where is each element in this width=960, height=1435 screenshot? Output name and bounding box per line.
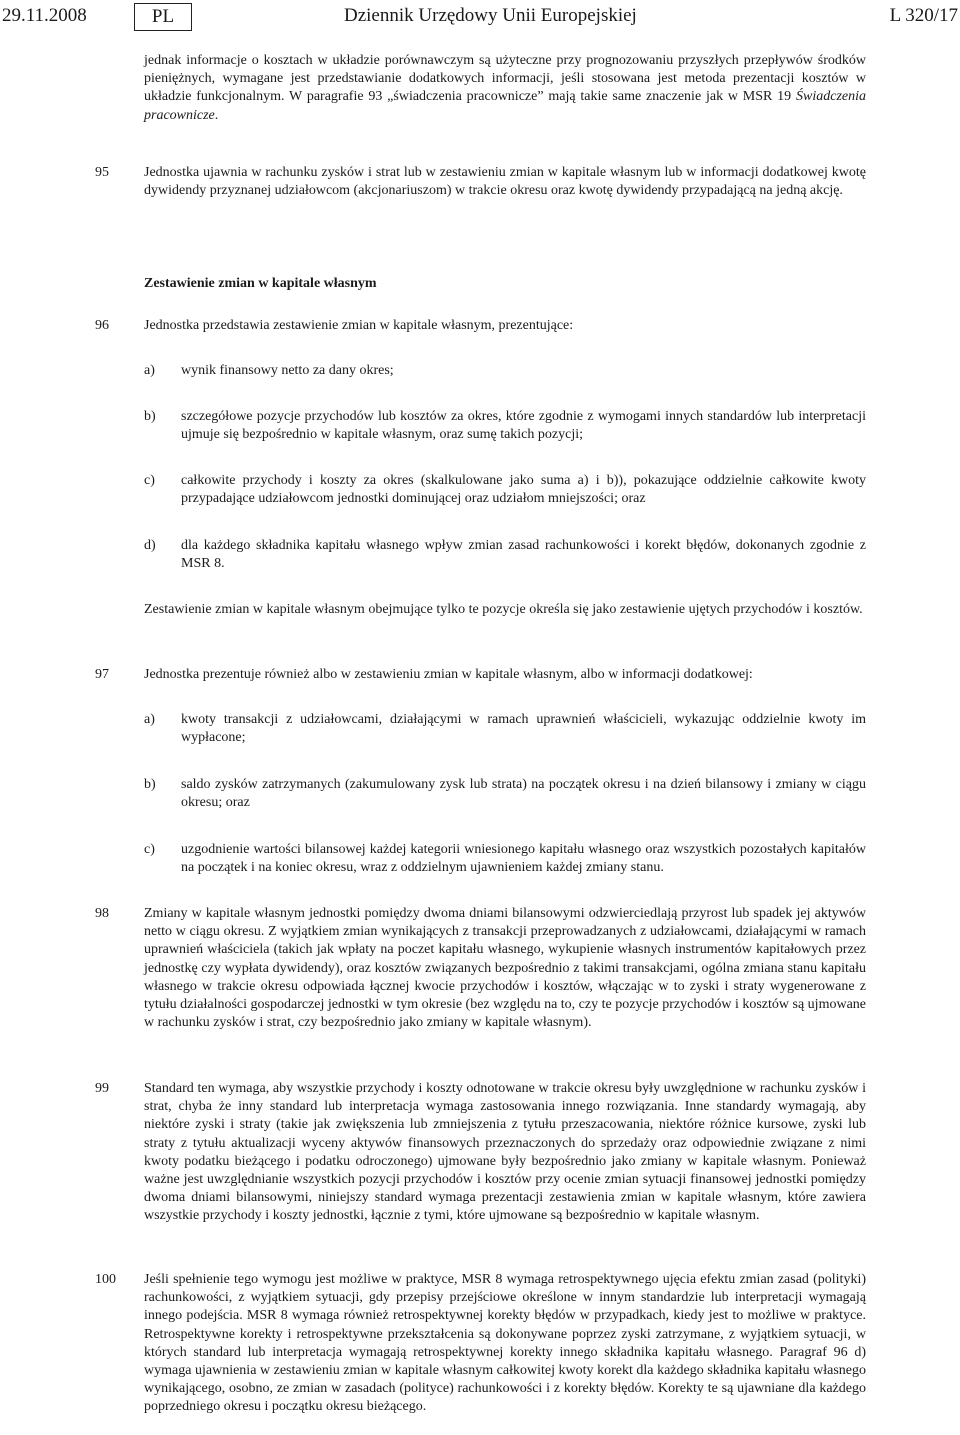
- item-text: saldo zysków zatrzymanych (zakumulowany zysk lub strata) na początek okresu i na dzień bilansowy i zmiany w ciągu okresu; oraz: [181, 777, 866, 811]
- intro-text: jednak informacje o kosztach w układzie porównawczym są użyteczne przy prognozowaniu przyszłych przepływów środków pieniężnych, wymagane jest przedstawianie dodatkowych informacji, jeśli stosowana jest metoda prezentacji kosztów w układzie funkcjonalnym. W paragrafie 93 „świadczenia pracownicze” mają takie same znaczenie jak w MSR 19 Świadczenia pracownicze.: [144, 53, 866, 123]
- paragraph-text: Standard ten wymaga, aby wszystkie przychody i koszty odnotowane w trakcie okresu były uwzględnione w rachunku zysków i strat, chyba że inny standard lub interpretacja wymaga zastosowania innego rozwiązania. Inne standardy wymagają, aby niektóre zyski i straty (takie jak zwiększenia lub zmniejszenia z tytułu przeszacowania, niektóre różnice kursowe, zyski lub straty z tytułu aktualizacji wyceny aktywów finansowych przeznaczonych do sprzedaży oraz odpowiednie związane z nimi kwoty podatku bieżącego i podatku odroczonego) ujmowane były bezpośrednio jako zmiany w kapitale własnym. Ponieważ ważne jest uwzględnianie wszystkich pozycji przychodów i kosztów przy ocenie zmian sytuacji finansowej jednostki pomiędzy dwoma dniami bilansowymi, niniejszy standard wymaga prezentacji zestawienia zmian w kapitale własnym, które zawiera wszystkie przychody i koszty jednostki, łącznie z tymi, które ujmowane są bezpośrednio w kapitale własnym.: [144, 1081, 866, 1224]
- item-letter: b): [144, 777, 156, 792]
- item-letter: d): [144, 538, 156, 553]
- item-letter: a): [144, 712, 155, 727]
- item-letter: c): [144, 842, 155, 857]
- paragraph-number: 98: [95, 906, 109, 921]
- journal-title: Dziennik Urzędowy Unii Europejskiej: [344, 5, 637, 26]
- page-header: [0, 0, 960, 36]
- paragraph-text: Jednostka przedstawia zestawienie zmian w kapitale własnym, prezentujące:: [144, 318, 574, 333]
- item-letter: c): [144, 473, 155, 488]
- item-text: całkowite przychody i koszty za okres (skalkulowane jako suma a) i b)), pokazujące oddzielnie całkowite kwoty przypadające udziałowcom jednostki dominującej oraz udziałom mniejszości; oraz: [181, 473, 866, 507]
- language-badge: PL: [134, 3, 192, 31]
- item-text: szczegółowe pozycje przychodów lub kosztów za okres, które zgodnie z wymogami innych standardów lub interpretacji ujmuje się bezpośrednio w kapitale własnym, oraz sumę takich pozycji;: [181, 409, 866, 443]
- paragraph-number: 99: [95, 1081, 109, 1096]
- paragraph-number: 97: [95, 667, 109, 682]
- paragraph-number: 95: [95, 165, 109, 180]
- paragraph-text: Zmiany w kapitale własnym jednostki pomiędzy dwoma dniami bilansowymi odzwierciedlają przyrost lub spadek jej aktywów netto w ciągu okresu. Z wyjątkiem zmian wynikających z transakcji przeprowadzanych z udziałowcami, działającymi w ramach uprawnień właściciela (takich jak wpłaty na poczet kapitału własnego, wykupienie własnych instrumentów kapitałowych przez jednostkę czy wypłata dywidendy), oraz kosztów związanych bezpośrednio z takimi transakcjami, ogólna zmiana stanu kapitału własnego w trakcie okresu odpowiada łącznej kwocie przychodów i kosztów, włączając w to zyski i straty wygenerowane z tytułu działalności gospodarczej jednostki w tym okresie (bez względu na to, czy te pozycje przychodów i kosztów są ujmowane w rachunku zysków i strat, czy bezpośrednio jako zmiany w kapitale własnym).: [144, 906, 866, 1031]
- paragraph-text: Jednostka ujawnia w rachunku zysków i strat lub w zestawieniu zmian w kapitale własnym lub w informacji dodatkowej kwotę dywidendy przyznanej udziałowcom (akcjonariuszom) w trakcie okresu oraz kwotę dywidendy przypadającą na jedną akcję.: [144, 165, 866, 199]
- paragraph-text: Jednostka prezentuje również albo w zestawieniu zmian w kapitale własnym, albo w informacji dodatkowej:: [144, 667, 753, 682]
- closing-text: Zestawienie zmian w kapitale własnym obejmujące tylko te pozycje określa się jako zestawienie ujętych przychodów i kosztów.: [144, 602, 863, 617]
- item-text: dla każdego składnika kapitału własnego wpływ zmian zasad rachunkowości i korekt błędów, dokonanych zgodnie z MSR 8.: [181, 538, 866, 572]
- paragraph-number: 100: [95, 1272, 116, 1287]
- paragraph-number: 96: [95, 318, 109, 333]
- item-letter: a): [144, 363, 155, 378]
- paragraph-text: Jeśli spełnienie tego wymogu jest możliwe w praktyce, MSR 8 wymaga retrospektywnego ujęcia efektu zmian zasad (polityki) rachunkowości, z wyjątkiem sytuacji, gdy przepisy przejściowe określone w innym standardzie lub interpretacji wymagają innego podejścia. MSR 8 wymaga również retrospektywnej korekty błędów w przypadkach, kiedy jest to możliwe w praktyce. Retrospektywne korekty i retrospektywne przekształcenia są dokonywane poprzez zyski zatrzymane, z wyjątkiem sytuacji, w których standard lub interpretacja wymagają retrospektywnej korekty innego składnika kapitału własnego. Paragraf 96 d) wymaga ujawnienia w zestawieniu zmian w kapitale własnym całkowitej kwoty korekt dla każdego składnika kapitału własnego wynikającego, osobno, ze zmian w zasadach (polityce) rachunkowości i z korekty błędów. Korekty te są ujawniane dla każdego poprzedniego okresu i początku okresu bieżącego.: [144, 1272, 866, 1415]
- page-number: L 320/17: [889, 5, 958, 26]
- item-letter: b): [144, 409, 156, 424]
- item-text: kwoty transakcji z udziałowcami, działającymi w ramach uprawnień właścicieli, wykazując oddzielnie kwoty im wypłacone;: [181, 712, 866, 746]
- item-text: uzgodnienie wartości bilansowej każdej kategorii wniesionego kapitału własnego oraz wszystkich pozostałych kapitałów na początek i na koniec okresu, wraz z oddzielnym ujawnieniem każdej zmiany stanu.: [181, 842, 866, 876]
- item-text: wynik finansowy netto za dany okres;: [181, 363, 394, 378]
- section-heading: Zestawienie zmian w kapitale własnym: [144, 276, 377, 291]
- intro-italic: Świadczenia pracownicze: [144, 89, 866, 123]
- publication-date: 29.11.2008: [2, 5, 87, 26]
